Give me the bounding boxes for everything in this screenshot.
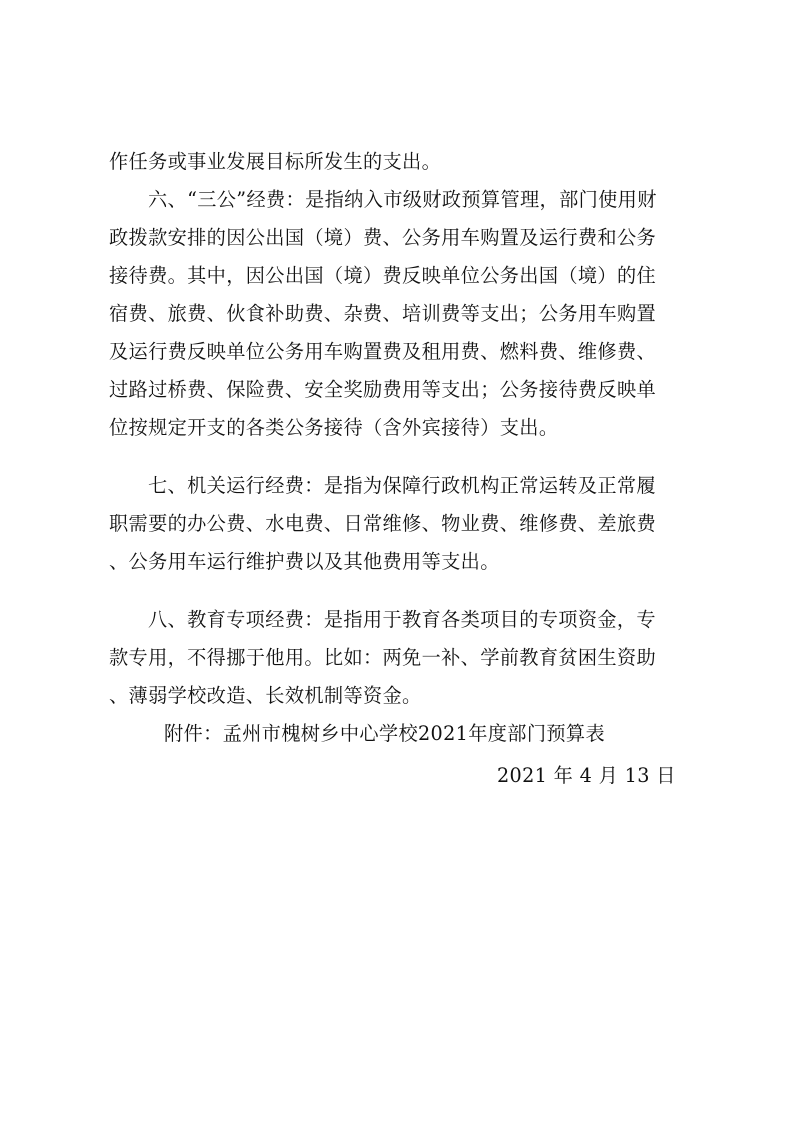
paragraph-line: 接待费。其中，因公出国（境）费反映单位公务出国（境）的住 xyxy=(109,264,657,287)
paragraph-line: 七、机关运行经费：是指为保障行政机构正常运转及正常履 xyxy=(148,474,656,497)
paragraph-line: 过路过桥费、保险费、安全奖励费用等支出；公务接待费反映单 xyxy=(109,378,657,401)
paragraph-line: 、薄弱学校改造、长效机制等资金。 xyxy=(109,684,422,707)
paragraph-line: 八、教育专项经费：是指用于教育各类项目的专项资金，专 xyxy=(148,608,656,631)
attachment-note: 附件：孟州市槐树乡中心学校2021年度部门预算表 xyxy=(164,722,605,745)
paragraph-line: 政拨款安排的因公出国（境）费、公务用车购置及运行费和公务 xyxy=(109,226,657,249)
paragraph-line: 款专用，不得挪于他用。比如：两免一补、学前教育贫困生资助 xyxy=(109,646,657,669)
paragraph-line: 宿费、旅费、伙食补助费、杂费、培训费等支出；公务用车购置 xyxy=(109,302,657,325)
paragraph-line: 、公务用车运行维护费以及其他费用等支出。 xyxy=(109,550,500,573)
paragraph-line: 及运行费反映单位公务用车购置费及租用费、燃料费、维修费、 xyxy=(109,340,657,363)
paragraph-line: 位按规定开支的各类公务接待（含外宾接待）支出。 xyxy=(109,416,559,439)
paragraph-line: 六、“三公”经费：是指纳入市级财政预算管理，部门使用财 xyxy=(148,188,657,211)
paragraph-line: 职需要的办公费、水电费、日常维修、物业费、维修费、差旅费 xyxy=(109,512,657,535)
paragraph-line: 作任务或事业发展目标所发生的支出。 xyxy=(109,150,442,173)
document-date: 2021 年 4 月 13 日 xyxy=(497,764,676,787)
